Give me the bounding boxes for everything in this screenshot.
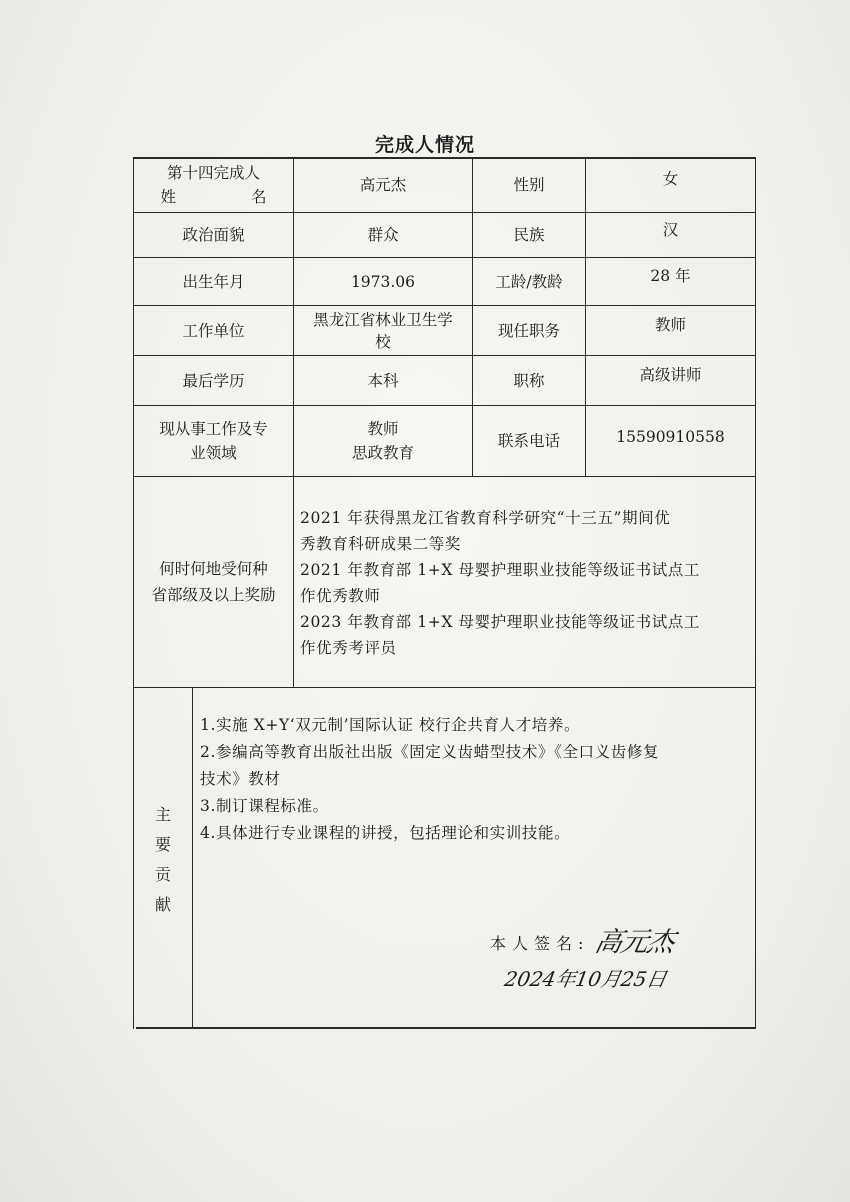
label-gender: 性别 <box>513 176 545 194</box>
awards-line: 秀教育科研成果二等奖 <box>300 535 462 553</box>
label-position: 现任职务 <box>497 321 560 340</box>
label-awards-line1: 何时何地受何种 <box>159 560 268 578</box>
awards-line: 2023 年教育部 1+X 母婴护理职业技能等级证书试点工 <box>300 613 701 631</box>
value-gender: 女 <box>662 170 679 188</box>
label-work-unit: 工作单位 <box>182 321 245 340</box>
value-work-years: 28 年 <box>650 266 691 285</box>
label-field-line2: 业领域 <box>190 444 237 462</box>
page-title: 完成人情况 <box>374 134 475 156</box>
value-education: 本科 <box>367 371 399 390</box>
label-name-line2 <box>161 185 267 209</box>
label-awards <box>134 477 293 687</box>
value-name: 高元杰 <box>359 176 407 194</box>
signature-label: 本人签名: <box>490 934 590 953</box>
handwritten-date: 2024年10月25日 <box>502 967 669 991</box>
label-title: 职称 <box>513 371 545 390</box>
value-work-unit-line1: 黑龙江省林业卫生学 <box>313 310 453 329</box>
contribution-line: 4.具体进行专业课程的讲授，包括理论和实训技能。 <box>200 824 571 842</box>
label-name-char1: 姓 <box>160 188 177 206</box>
value-birth-date: 1973.06 <box>350 272 416 291</box>
label-political-status: 政治面貌 <box>182 226 245 244</box>
label-contributions-char: 要 <box>154 835 171 854</box>
table-border-bottom <box>136 1027 755 1029</box>
value-position: 教师 <box>654 315 686 334</box>
label-awards-line2: 省部级及以上奖励 <box>151 586 276 604</box>
label-contributions-char: 献 <box>154 895 171 914</box>
contribution-line: 2.参编高等教育出版社出版《固定义齿蜡型技术》《全口义齿修复 <box>200 743 660 761</box>
value-work-unit <box>294 306 472 355</box>
contribution-line: 技术》教材 <box>200 770 281 788</box>
contribution-line: 1.实施 X+Y‘双元制’国际认证 校行企共育人才培养。 <box>200 716 581 734</box>
label-name-char2: 名 <box>250 188 267 206</box>
label-education: 最后学历 <box>182 371 245 390</box>
value-ethnicity: 汉 <box>662 221 679 239</box>
contributions-text <box>200 712 755 847</box>
value-phone: 15590910558 <box>616 428 725 446</box>
label-contributions-char: 贡 <box>154 865 171 884</box>
value-field-line2: 思政教育 <box>351 444 414 462</box>
table-border-right <box>755 157 756 1029</box>
row-divider <box>134 687 755 688</box>
value-field-line1: 教师 <box>367 420 399 438</box>
label-work-years: 工龄/教龄 <box>495 272 563 291</box>
awards-line: 作优秀考评员 <box>300 639 397 657</box>
column-divider <box>192 687 193 1027</box>
label-field <box>134 406 293 476</box>
awards-line: 作优秀教师 <box>300 587 381 605</box>
value-field <box>294 406 472 476</box>
label-contributions <box>148 800 178 920</box>
label-phone: 联系电话 <box>497 432 560 450</box>
label-contributions-char: 主 <box>154 805 171 824</box>
label-field-line1: 现从事工作及专 <box>159 420 268 438</box>
label-name <box>134 158 293 212</box>
contribution-line: 3.制订课程标准。 <box>200 797 329 815</box>
awards-text <box>300 505 750 661</box>
value-title: 高级讲师 <box>639 365 702 384</box>
awards-line: 2021 年获得黑龙江省教育科学研究“十三五”期间优 <box>300 509 671 527</box>
label-ethnicity: 民族 <box>513 226 545 244</box>
value-political-status: 群众 <box>367 226 399 244</box>
label-name-line1: 第十四完成人 <box>166 164 260 182</box>
value-work-unit-line2: 校 <box>375 332 391 351</box>
awards-line: 2021 年教育部 1+X 母婴护理职业技能等级证书试点工 <box>300 561 701 579</box>
label-birth-date: 出生年月 <box>182 272 245 291</box>
handwritten-signature: 高元杰 <box>592 927 677 958</box>
